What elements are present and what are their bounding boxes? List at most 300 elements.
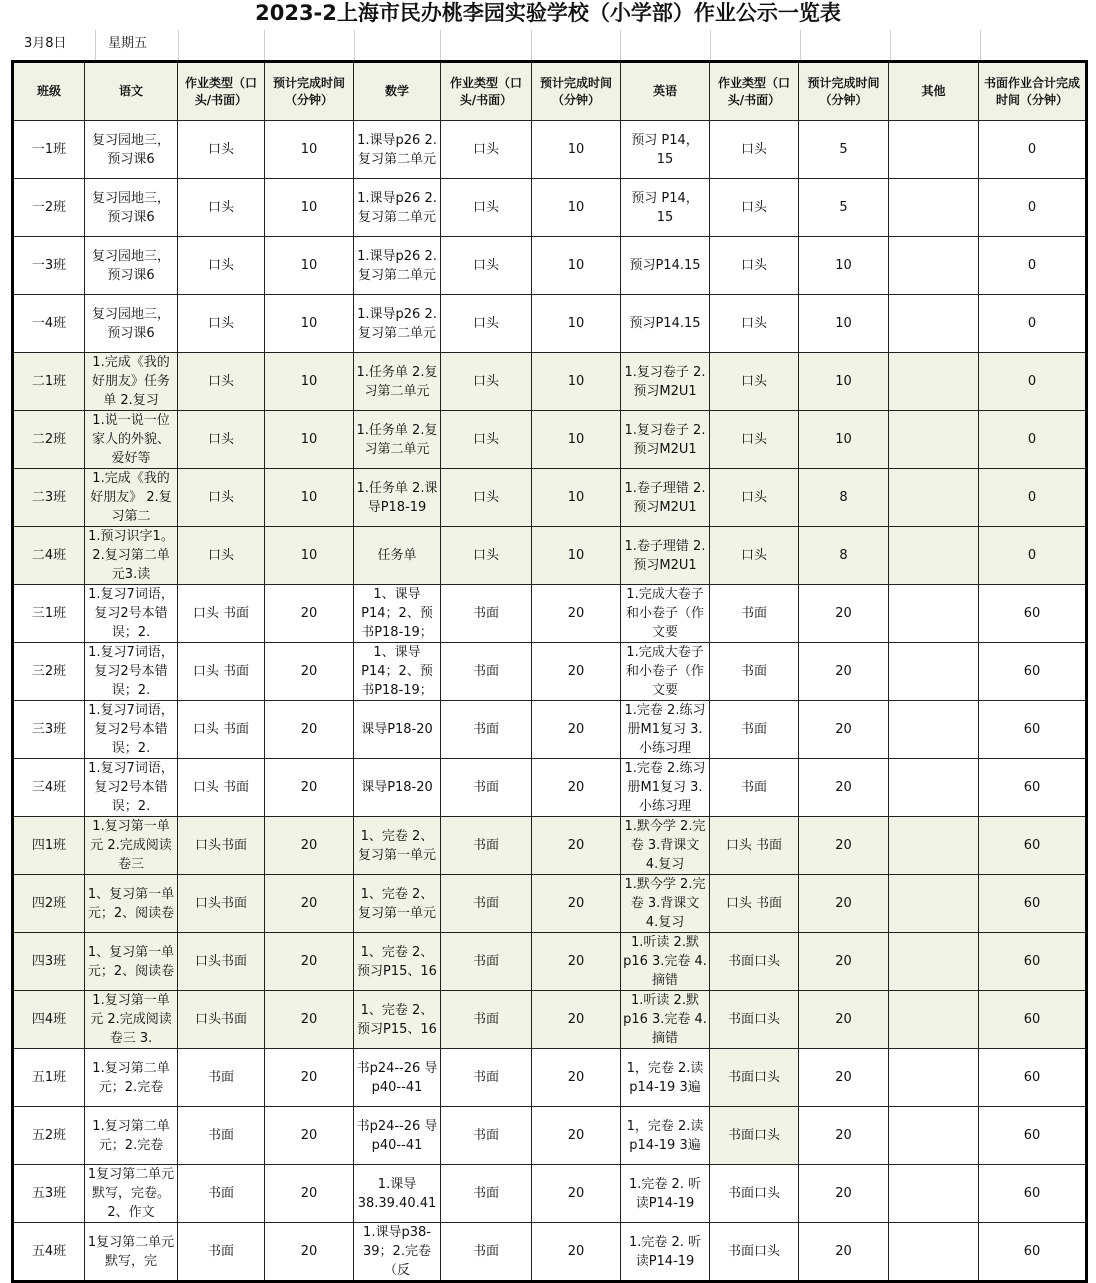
chinese-cell-text: 1.预习识字1。2.复习第二单元3.读 xyxy=(88,529,174,582)
chinese-time-cell-text: 20 xyxy=(300,1128,318,1143)
class-cell-text: 五3班 xyxy=(31,1186,67,1201)
english-type-cell-text: 口头 书面 xyxy=(725,896,783,911)
chinese-time-cell xyxy=(265,643,354,701)
math-time-cell-text: 20 xyxy=(567,722,585,737)
english-time-cell xyxy=(799,817,889,875)
table-row xyxy=(13,875,1087,933)
math-cell xyxy=(354,527,441,585)
english-time-cell xyxy=(799,237,889,295)
math-time-cell-text: 10 xyxy=(567,432,585,447)
chinese-cell-text: 1.复习7词语，复习2号本错误；2. xyxy=(88,645,174,698)
chinese-type-cell xyxy=(178,295,265,353)
english-cell-text: 1.完卷 2. 听读P14-19 xyxy=(628,1234,702,1269)
english-type-cell xyxy=(710,179,799,237)
chinese-cell xyxy=(85,295,178,353)
table-row xyxy=(13,585,1087,643)
math-time-cell xyxy=(532,643,621,701)
math-time-cell-text: 10 xyxy=(567,490,585,505)
other-cell xyxy=(889,237,979,295)
total-cell xyxy=(979,701,1087,759)
english-time-cell xyxy=(799,1223,889,1282)
english-time-cell xyxy=(799,991,889,1049)
chinese-type-cell-text: 口头书面 xyxy=(194,896,247,911)
table-row xyxy=(13,1165,1087,1223)
chinese-time-cell xyxy=(265,353,354,411)
english-cell-text: 1.复习卷子 2.预习M2U1 xyxy=(624,364,706,399)
total-cell-text: 60 xyxy=(1023,722,1041,737)
chinese-type-cell-text: 口头 书面 xyxy=(192,780,250,795)
math-cell-text: 1.课导38.39.40.41 xyxy=(357,1176,437,1211)
date-row xyxy=(0,30,1096,60)
chinese-cell xyxy=(85,411,178,469)
other-cell xyxy=(889,701,979,759)
table-row xyxy=(13,237,1087,295)
english-time-cell-text: 20 xyxy=(835,1244,852,1259)
chinese-cell xyxy=(85,121,178,179)
chinese-cell-text: 1.复习第一单元 2.完成阅读卷三 xyxy=(90,819,172,872)
english-type-cell xyxy=(710,701,799,759)
math-time-cell-text: 20 xyxy=(567,1128,585,1143)
english-cell xyxy=(621,933,710,991)
english-type-cell xyxy=(710,933,799,991)
chinese-cell-text: 复习园地三，预习课6 xyxy=(91,248,170,283)
total-cell xyxy=(979,643,1087,701)
chinese-type-cell xyxy=(178,991,265,1049)
english-cell-text: 预习 P14，15 xyxy=(631,190,699,225)
chinese-type-cell xyxy=(178,585,265,643)
table-row xyxy=(13,1049,1087,1107)
english-type-cell xyxy=(710,991,799,1049)
header-row xyxy=(13,62,1087,121)
chinese-cell-text: 1.复习7词语，复习2号本错误；2. xyxy=(88,587,174,640)
chinese-time-cell xyxy=(265,817,354,875)
math-cell-text: 课导P18-20 xyxy=(361,780,433,795)
other-cell xyxy=(889,1223,979,1282)
english-type-cell-text: 书面口头 xyxy=(727,1128,780,1143)
chinese-type-cell-text: 书面 xyxy=(207,1186,234,1201)
chinese-time-cell xyxy=(265,179,354,237)
math-type-cell-text: 口头 xyxy=(472,316,499,331)
total-cell-text: 0 xyxy=(1027,432,1037,447)
math-type-cell xyxy=(441,469,532,527)
math-type-cell xyxy=(441,121,532,179)
math-time-cell xyxy=(532,585,621,643)
english-type-cell xyxy=(710,1165,799,1223)
chinese-cell-text: 复习园地三，预习课6 xyxy=(91,306,170,341)
english-type-cell xyxy=(710,1107,799,1165)
chinese-type-cell-text: 口头 书面 xyxy=(192,722,250,737)
class-cell xyxy=(13,817,85,875)
other-cell xyxy=(889,933,979,991)
english-type-cell-text: 书面口头 xyxy=(727,1012,780,1027)
chinese-type-cell xyxy=(178,353,265,411)
math-type-cell xyxy=(441,643,532,701)
class-cell xyxy=(13,469,85,527)
class-cell-text: 一4班 xyxy=(31,316,67,331)
english-time-cell xyxy=(799,875,889,933)
math-time-cell xyxy=(532,1107,621,1165)
total-cell-text: 0 xyxy=(1027,142,1037,157)
chinese-cell xyxy=(85,353,178,411)
math-time-cell xyxy=(532,991,621,1049)
english-type-cell xyxy=(710,527,799,585)
chinese-type-cell xyxy=(178,643,265,701)
math-type-cell-text: 口头 xyxy=(472,200,499,215)
class-cell-text: 三1班 xyxy=(31,606,67,621)
english-time-cell xyxy=(799,585,889,643)
chinese-type-cell-text: 口头 xyxy=(207,548,234,563)
header-math-time: 预计完成时间（分钟） xyxy=(532,62,621,121)
english-time-cell-text: 5 xyxy=(839,142,848,157)
chinese-time-cell xyxy=(265,1107,354,1165)
class-cell xyxy=(13,759,85,817)
english-type-cell-text: 书面口头 xyxy=(727,954,780,969)
chinese-cell xyxy=(85,643,178,701)
table-row xyxy=(13,469,1087,527)
math-type-cell xyxy=(441,701,532,759)
english-type-cell-text: 口头 书面 xyxy=(725,838,783,853)
class-cell-text: 二3班 xyxy=(31,490,67,505)
table-body xyxy=(13,121,1087,1282)
class-cell xyxy=(13,991,85,1049)
chinese-time-cell xyxy=(265,237,354,295)
english-type-cell xyxy=(710,121,799,179)
chinese-cell xyxy=(85,759,178,817)
math-type-cell xyxy=(441,411,532,469)
total-cell xyxy=(979,991,1087,1049)
chinese-cell-text: 1.复习7词语，复习2号本错误；2. xyxy=(88,703,174,756)
chinese-type-cell xyxy=(178,179,265,237)
total-cell xyxy=(979,817,1087,875)
other-cell xyxy=(889,179,979,237)
english-time-cell-text: 8 xyxy=(839,490,848,505)
math-time-cell xyxy=(532,353,621,411)
math-cell xyxy=(354,295,441,353)
chinese-cell xyxy=(85,237,178,295)
other-cell xyxy=(889,643,979,701)
english-cell xyxy=(621,295,710,353)
chinese-type-cell xyxy=(178,1223,265,1282)
class-cell-text: 一2班 xyxy=(31,200,67,215)
chinese-time-cell-text: 20 xyxy=(300,954,318,969)
chinese-time-cell-text: 20 xyxy=(300,1186,318,1201)
english-cell-text: 预习P14.15 xyxy=(629,258,701,273)
chinese-cell xyxy=(85,1107,178,1165)
total-cell-text: 0 xyxy=(1027,490,1037,505)
chinese-type-cell xyxy=(178,1107,265,1165)
chinese-time-cell-text: 10 xyxy=(300,490,318,505)
math-cell-text: 书p24--26 导p40--41 xyxy=(356,1060,438,1095)
class-cell-text: 四1班 xyxy=(31,838,67,853)
class-cell xyxy=(13,1165,85,1223)
math-time-cell-text: 20 xyxy=(567,606,585,621)
math-time-cell xyxy=(532,701,621,759)
math-cell xyxy=(354,1049,441,1107)
math-time-cell xyxy=(532,237,621,295)
chinese-type-cell-text: 口头书面 xyxy=(194,1012,247,1027)
chinese-cell-text: 1.说一说一位家人的外貌、爱好等 xyxy=(91,413,170,466)
english-type-cell xyxy=(710,643,799,701)
math-type-cell xyxy=(441,933,532,991)
class-cell-text: 一1班 xyxy=(31,142,67,157)
other-cell xyxy=(889,121,979,179)
math-type-cell-text: 口头 xyxy=(472,374,499,389)
math-type-cell-text: 书面 xyxy=(472,896,499,911)
english-time-cell xyxy=(799,411,889,469)
english-time-cell-text: 20 xyxy=(835,896,852,911)
english-time-cell-text: 20 xyxy=(835,838,852,853)
math-cell xyxy=(354,701,441,759)
english-cell-text: 1.完成大卷子和小卷子（作文要 xyxy=(625,587,704,640)
class-cell-text: 二2班 xyxy=(31,432,67,447)
english-type-cell xyxy=(710,1223,799,1282)
math-type-cell xyxy=(441,1165,532,1223)
chinese-type-cell xyxy=(178,1049,265,1107)
chinese-type-cell-text: 书面 xyxy=(207,1070,234,1085)
total-cell-text: 60 xyxy=(1023,1012,1041,1027)
math-cell-text: 1.课导p38-39；2.完卷（反 xyxy=(363,1225,431,1278)
math-type-cell-text: 书面 xyxy=(472,1128,499,1143)
class-cell-text: 一3班 xyxy=(31,258,67,273)
math-time-cell xyxy=(532,179,621,237)
chinese-time-cell-text: 10 xyxy=(300,200,318,215)
chinese-type-cell-text: 口头书面 xyxy=(194,954,247,969)
math-type-cell-text: 口头 xyxy=(472,432,499,447)
class-cell-text: 三2班 xyxy=(31,664,67,679)
english-time-cell xyxy=(799,1107,889,1165)
chinese-time-cell-text: 20 xyxy=(300,664,318,679)
english-type-cell-text: 书面 xyxy=(740,780,767,795)
class-cell-text: 五4班 xyxy=(31,1244,67,1259)
total-cell-text: 60 xyxy=(1023,664,1041,679)
chinese-time-cell xyxy=(265,527,354,585)
math-type-cell xyxy=(441,1107,532,1165)
total-cell xyxy=(979,353,1087,411)
english-type-cell-text: 口头 xyxy=(740,548,767,563)
math-cell-text: 1、完卷 2、预习P15、16 xyxy=(357,944,437,979)
english-time-cell-text: 20 xyxy=(835,722,852,737)
table-row xyxy=(13,933,1087,991)
math-cell-text: 1、完卷 2、复习第一单元 xyxy=(357,886,436,921)
math-time-cell xyxy=(532,527,621,585)
math-type-cell-text: 口头 xyxy=(472,258,499,273)
chinese-time-cell-text: 20 xyxy=(300,1070,318,1085)
math-time-cell xyxy=(532,875,621,933)
class-cell xyxy=(13,179,85,237)
chinese-cell xyxy=(85,991,178,1049)
math-type-cell-text: 口头 xyxy=(472,490,499,505)
total-cell-text: 60 xyxy=(1023,1186,1041,1201)
table-row xyxy=(13,643,1087,701)
math-cell xyxy=(354,759,441,817)
math-type-cell-text: 书面 xyxy=(472,664,499,679)
math-type-cell-text: 书面 xyxy=(472,1244,499,1259)
math-cell-text: 1、完卷 2、预习P15、16 xyxy=(357,1002,437,1037)
english-time-cell xyxy=(799,1049,889,1107)
math-type-cell xyxy=(441,179,532,237)
math-time-cell-text: 10 xyxy=(567,548,585,563)
chinese-type-cell-text: 口头 xyxy=(207,200,234,215)
chinese-cell xyxy=(85,1049,178,1107)
english-type-cell-text: 书面口头 xyxy=(727,1186,780,1201)
english-type-cell xyxy=(710,1049,799,1107)
chinese-time-cell xyxy=(265,991,354,1049)
chinese-type-cell xyxy=(178,701,265,759)
english-cell xyxy=(621,237,710,295)
page-title: 2023-2上海市民办桃李园实验学校（小学部）作业公示一览表 xyxy=(255,1,841,25)
english-time-cell xyxy=(799,1165,889,1223)
english-time-cell-text: 10 xyxy=(835,316,852,331)
other-cell xyxy=(889,1107,979,1165)
english-time-cell xyxy=(799,469,889,527)
math-time-cell xyxy=(532,933,621,991)
chinese-type-cell-text: 口头 xyxy=(207,142,234,157)
english-time-cell xyxy=(799,179,889,237)
table-row xyxy=(13,411,1087,469)
math-time-cell xyxy=(532,295,621,353)
english-time-cell-text: 20 xyxy=(835,1128,852,1143)
math-cell xyxy=(354,411,441,469)
total-cell-text: 60 xyxy=(1023,896,1041,911)
total-cell-text: 0 xyxy=(1027,548,1037,563)
english-cell-text: 1，完卷 2.读p14-19 3遍 xyxy=(626,1060,704,1095)
total-cell xyxy=(979,585,1087,643)
chinese-cell-text: 1.复习第一单元 2.完成阅读卷三 3. xyxy=(90,993,172,1046)
chinese-cell-text: 1.完成《我的好朋友》任务单 2.复习 xyxy=(91,355,170,408)
total-cell xyxy=(979,1107,1087,1165)
math-type-cell-text: 书面 xyxy=(472,838,499,853)
english-cell xyxy=(621,991,710,1049)
weekday-cell: 星期五 xyxy=(108,36,148,51)
math-type-cell-text: 书面 xyxy=(472,1012,499,1027)
english-cell xyxy=(621,121,710,179)
table-row xyxy=(13,121,1087,179)
table-row xyxy=(13,991,1087,1049)
english-cell xyxy=(621,353,710,411)
math-time-cell xyxy=(532,1223,621,1282)
chinese-time-cell xyxy=(265,1223,354,1282)
english-time-cell-text: 20 xyxy=(835,606,852,621)
math-time-cell xyxy=(532,817,621,875)
math-cell xyxy=(354,237,441,295)
english-cell-text: 1.卷子理错 2.预习M2U1 xyxy=(624,480,706,515)
chinese-cell xyxy=(85,933,178,991)
other-cell xyxy=(889,991,979,1049)
english-cell xyxy=(621,1165,710,1223)
class-cell xyxy=(13,1107,85,1165)
other-cell xyxy=(889,875,979,933)
math-time-cell xyxy=(532,121,621,179)
english-time-cell-text: 20 xyxy=(835,954,852,969)
english-cell-text: 1.复习卷子 2.预习M2U1 xyxy=(624,422,706,457)
chinese-type-cell xyxy=(178,469,265,527)
total-cell xyxy=(979,1165,1087,1223)
total-cell-text: 60 xyxy=(1023,780,1041,795)
class-cell xyxy=(13,701,85,759)
chinese-type-cell-text: 口头 xyxy=(207,490,234,505)
math-time-cell-text: 20 xyxy=(567,780,585,795)
class-cell xyxy=(13,411,85,469)
header-math-type: 作业类型（口头/书面） xyxy=(441,62,532,121)
chinese-cell xyxy=(85,817,178,875)
other-cell xyxy=(889,817,979,875)
chinese-type-cell-text: 口头 xyxy=(207,374,234,389)
chinese-cell xyxy=(85,469,178,527)
chinese-cell xyxy=(85,875,178,933)
math-cell-text: 1、课导P14；2、预书P18-19； xyxy=(361,645,433,698)
total-cell xyxy=(979,875,1087,933)
math-type-cell xyxy=(441,237,532,295)
header-other: 其他 xyxy=(889,62,979,121)
class-cell-text: 四2班 xyxy=(31,896,67,911)
math-time-cell-text: 20 xyxy=(567,1186,585,1201)
english-time-cell-text: 20 xyxy=(835,1186,852,1201)
english-time-cell xyxy=(799,353,889,411)
chinese-time-cell-text: 20 xyxy=(300,1244,318,1259)
header-chinese-time: 预计完成时间（分钟） xyxy=(265,62,354,121)
math-type-cell xyxy=(441,817,532,875)
english-type-cell-text: 书面 xyxy=(740,722,767,737)
math-time-cell xyxy=(532,1165,621,1223)
header-english: 英语 xyxy=(621,62,710,121)
chinese-time-cell-text: 10 xyxy=(300,548,318,563)
total-cell-text: 0 xyxy=(1027,374,1037,389)
total-cell xyxy=(979,411,1087,469)
english-cell-text: 1.听读 2.默p16 3.完卷 4.摘错 xyxy=(623,993,707,1046)
total-cell-text: 60 xyxy=(1023,1128,1041,1143)
chinese-cell-text: 1、复习第一单元；2、阅读卷 xyxy=(87,886,175,921)
chinese-time-cell-text: 10 xyxy=(300,316,318,331)
english-time-cell xyxy=(799,527,889,585)
other-cell xyxy=(889,295,979,353)
english-time-cell-text: 20 xyxy=(835,1012,852,1027)
chinese-time-cell-text: 10 xyxy=(300,374,318,389)
chinese-type-cell-text: 口头 xyxy=(207,432,234,447)
chinese-type-cell-text: 书面 xyxy=(207,1128,234,1143)
class-cell-text: 四4班 xyxy=(31,1012,67,1027)
chinese-cell-text: 复习园地三，预习课6 xyxy=(91,190,170,225)
math-type-cell xyxy=(441,295,532,353)
chinese-type-cell-text: 口头 xyxy=(207,258,234,273)
chinese-cell-text: 1复习第二单元默写，完卷。2、作文 xyxy=(87,1167,175,1220)
english-cell xyxy=(621,1107,710,1165)
english-type-cell-text: 口头 xyxy=(740,316,767,331)
math-cell xyxy=(354,1107,441,1165)
class-cell-text: 二4班 xyxy=(31,548,67,563)
header-chinese-type: 作业类型（口头/书面） xyxy=(178,62,265,121)
math-cell-text: 1.课导p26 2.复习第二单元 xyxy=(357,132,437,167)
math-cell-text: 书p24--26 导p40--41 xyxy=(356,1118,438,1153)
other-cell xyxy=(889,353,979,411)
chinese-cell-text: 1.复习7词语，复习2号本错误；2. xyxy=(88,761,174,814)
english-time-cell-text: 10 xyxy=(835,258,852,273)
table-row xyxy=(13,701,1087,759)
chinese-time-cell xyxy=(265,1165,354,1223)
chinese-type-cell xyxy=(178,411,265,469)
chinese-time-cell-text: 10 xyxy=(300,432,318,447)
english-cell xyxy=(621,817,710,875)
english-type-cell xyxy=(710,469,799,527)
math-cell-text: 1.课导p26 2.复习第二单元 xyxy=(357,306,437,341)
class-cell xyxy=(13,643,85,701)
total-cell xyxy=(979,179,1087,237)
class-cell xyxy=(13,295,85,353)
header-english-type: 作业类型（口头/书面） xyxy=(710,62,799,121)
english-cell xyxy=(621,469,710,527)
math-cell xyxy=(354,121,441,179)
english-cell xyxy=(621,701,710,759)
english-time-cell xyxy=(799,759,889,817)
